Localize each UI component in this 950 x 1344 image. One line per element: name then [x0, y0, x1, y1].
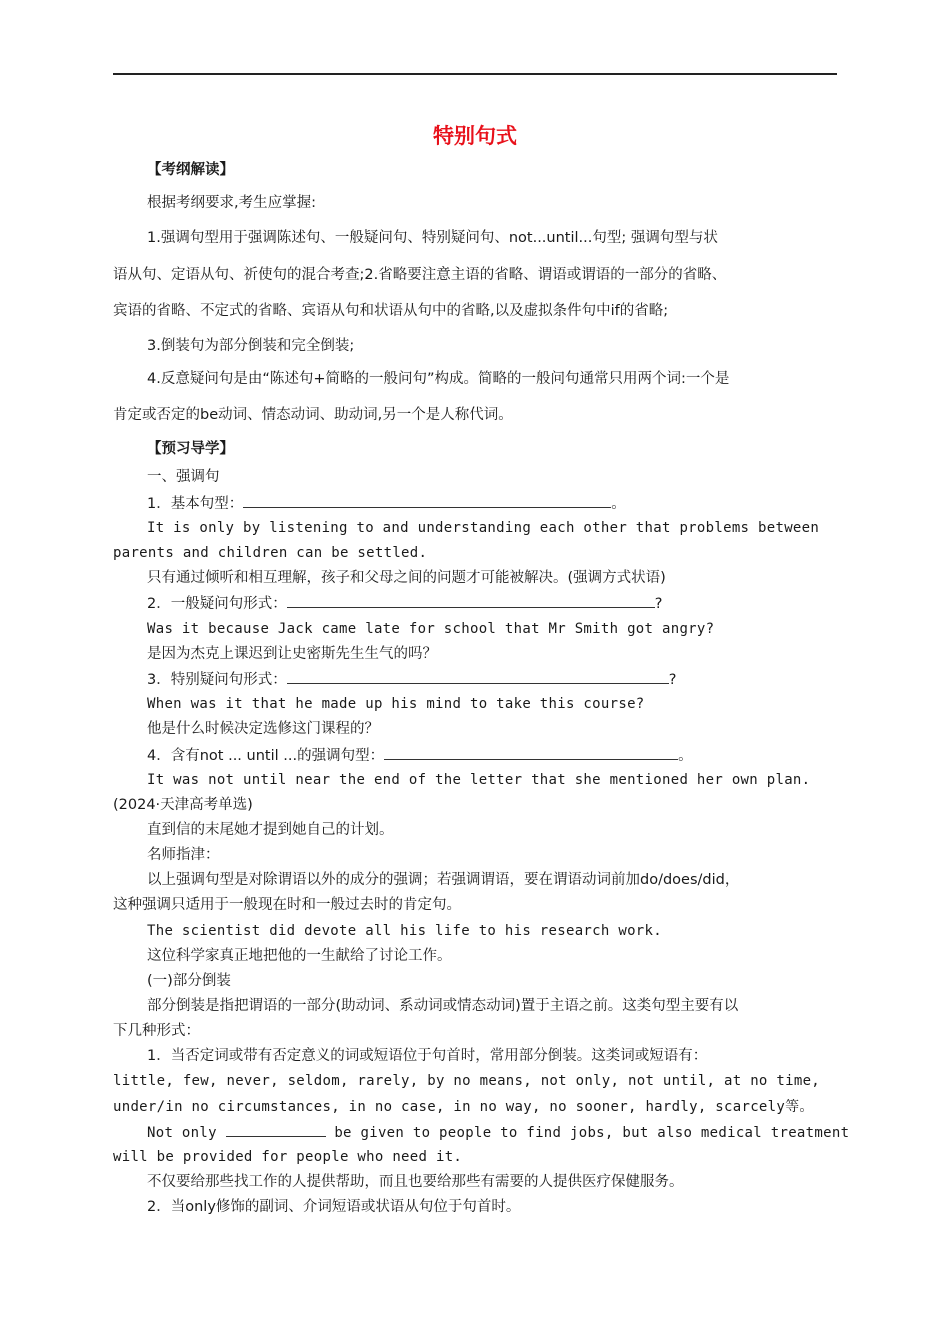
q2-en: Was it because Jack came late for school that Mr Smith got angry?	[147, 621, 715, 637]
exam-p1-line1: 1.强调句型用于强调陈述句、一般疑问句、特别疑问句、not...until...句型; 强调句型与状	[147, 230, 718, 246]
inv1-example-rest: be given to people to find jobs, but also medical treatment	[334, 1125, 850, 1141]
q4-source: (2024·天津高考单选)	[113, 797, 253, 813]
inv1-zh: 不仅要给那些找工作的人提供帮助，而且也要给那些有需要的人提供医疗保健服务。	[147, 1174, 684, 1190]
inv1-example-line2: will be provided for people who need it.	[113, 1149, 463, 1165]
sub1-text-line2: 下几种形式：	[113, 1023, 200, 1039]
header-rule	[113, 73, 837, 75]
sub1-text-line1: 部分倒装是指把谓语的一部分(助动词、系动词或情态动词)置于主语之前。这类句型主要有以	[147, 998, 739, 1014]
q1-label: 1．基本句型：	[147, 496, 244, 512]
q4-zh: 直到信的末尾她才提到她自己的计划。	[147, 822, 394, 838]
exam-p1-line2: 语从句、定语从句、祈使句的混合考查;2.省略要注意主语的省略、谓语或谓语的一部分的省略、	[113, 267, 727, 283]
q2-end: ?	[654, 596, 663, 612]
exam-heading: 【考纲解读】	[147, 162, 234, 178]
q3-blank[interactable]	[287, 669, 669, 684]
q1-end: 。	[611, 496, 626, 512]
inv1-rule: 1．当否定词或带有否定意义的词或短语位于句首时，常用部分倒装。这类词或短语有：	[147, 1048, 708, 1064]
exam-p4-line2: 肯定或否定的be动词、情态动词、助动词,另一个是人称代词。	[113, 407, 513, 423]
exam-intro: 根据考纲要求,考生应掌握:	[147, 195, 316, 211]
q3-end: ?	[668, 672, 677, 688]
q1-zh: 只有通过倾听和相互理解，孩子和父母之间的问题才可能被解决。(强调方式状语)	[147, 570, 666, 586]
inv1-words-line2: under/in no circumstances, in no case, in no way, no sooner, hardly, scarcely等。	[113, 1099, 814, 1115]
q3-label: 3．特别疑问句形式：	[147, 672, 287, 688]
q1-row	[147, 493, 626, 514]
q1-en-line1: It is only by listening to and understanding each other that problems between	[147, 520, 820, 536]
exam-p3: 3.倒装句为部分倒装和完全倒装;	[147, 338, 355, 354]
q2-zh: 是因为杰克上课迟到让史密斯先生生气的吗？	[147, 646, 437, 662]
exam-p4-line1: 4.反意疑问句是由“陈述句+简略的一般问句”构成。简略的一般问句通常只用两个词:一个是	[147, 371, 730, 387]
q4-end: 。	[678, 748, 693, 764]
q3-row	[147, 669, 676, 690]
tip-text-line1: 以上强调句型是对除谓语以外的成分的强调；若强调谓语，要在谓语动词前加do/does/did，	[147, 872, 740, 888]
page-title: 特别句式	[433, 124, 517, 148]
inv1-blank[interactable]	[226, 1122, 326, 1137]
q2-blank[interactable]	[287, 593, 655, 608]
q1-en-line2: parents and children can be settled.	[113, 545, 428, 561]
q4-en: It was not until near the end of the letter that she mentioned her own plan.	[147, 772, 811, 788]
q2-label: 2．一般疑问句形式：	[147, 596, 287, 612]
inv2-rule: 2．当only修饰的副词、介词短语或状语从句位于句首时。	[147, 1199, 521, 1215]
inv1-words-line1: little, few, never, seldom, rarely, by no means, not only, not until, at no time,	[113, 1073, 821, 1089]
q4-row	[147, 745, 693, 766]
q4-blank[interactable]	[384, 745, 678, 760]
q3-zh: 他是什么时候决定选修这门课程的？	[147, 721, 379, 737]
q2-row	[147, 593, 662, 614]
tip-text-line2: 这种强调只适用于一般现在时和一般过去时的肯定句。	[113, 897, 461, 913]
exam-p1-line3: 宾语的省略、不定式的省略、宾语从句和状语从句中的省略,以及虚拟条件句中if的省略;	[113, 303, 669, 319]
tip-en: The scientist did devote all his life to his research work.	[147, 923, 662, 939]
tip-label: 名师指津：	[147, 847, 220, 863]
inv1-example-start: Not only	[147, 1125, 217, 1141]
section-emphasis: 一、强调句	[147, 469, 220, 485]
q3-en: When was it that he made up his mind to take this course?	[147, 696, 645, 712]
subsection-partial-inversion: (一)部分倒装	[147, 973, 231, 989]
q4-label: 4．含有not ... until ...的强调句型：	[147, 748, 385, 764]
q1-blank[interactable]	[243, 493, 611, 508]
inv1-example-row	[147, 1122, 849, 1143]
tip-zh: 这位科学家真正地把他的一生献给了讨论工作。	[147, 948, 452, 964]
preview-heading: 【预习导学】	[147, 441, 234, 457]
